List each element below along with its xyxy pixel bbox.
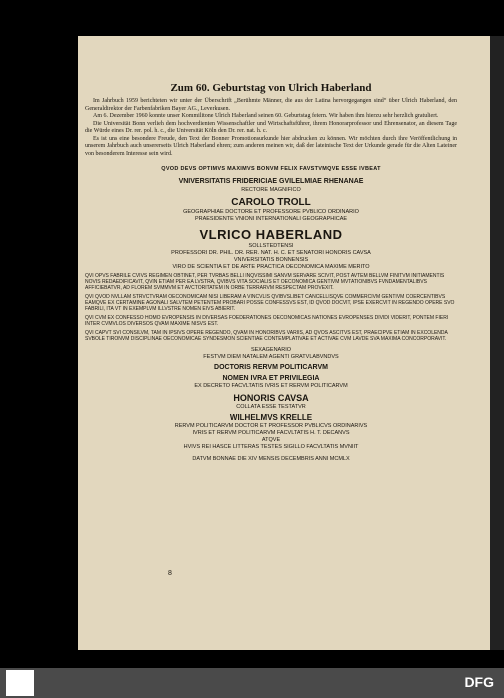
cert-clause: QVI CVM EX CONFESSO HOMO EVROPENSIS IN DIVERSAS FOEDERATIONES OECONOMICAS NATIONES EVROPENSES DIVIDI VIDERIT, PONTEM FIERI INTER CVMVLOS DIVERSOS QVAM MAXIME NISVS EST.: [85, 315, 449, 327]
paragraph: Es ist uns eine besondere Freude, den Text der Bonner Promotionsurkunde hier abdrucken zu können. Wir möchten durch ihre Veröffentlichung in unserem Jahrbuch auch unsererseits Ulrich Haberland ehren; zum anderen meinen wir, daß der lateinische Text der Urkunde gerade für die Alten Lateiner von besonderem Interesse sein wird.: [85, 135, 457, 157]
cert-clause: QVI OPVS FABRILE CVIVS REGIMEN OBTINET, PER TVRBAS BELLI INQVISSIMI SANVM SERVARE SCIVIT, POST AVTEM BELLVM FINITVM INITIAMENTIS NOVIS REDAEDIFICAVIT, QVIN ETIAM PER EA LVSTRA, QVIBVS VITA SOCIALIS ET OECONOMICA GENTIVM MVTATIONIBVS FVNDAMENTALIBVS AFFICIEBATVR, AD FLOREM SVMMVM ET AVCTORITATEM IN ORBE TERRARVM RESPECTAM PROVEXIT.: [85, 273, 445, 291]
cert-dean-faculty: IVRIS ET RERVM POLITICARVM FACVLTATIS H. T. DECANVS: [192, 430, 350, 436]
cert-origin: SOLLSTEDTENSI: [248, 243, 294, 249]
page-title: Zum 60. Geburtstag von Ulrich Haberland: [170, 82, 372, 94]
cert-sexagenario: SEXAGENARIO: [250, 347, 292, 353]
dfg-logo: DFG: [464, 674, 494, 690]
cert-festum: FESTVM DIEM NATALEM AGENTI GRATVLABVNDVS: [203, 354, 339, 360]
cert-rector-title: PRAESIDENTE VNIONI INTERNATIONALI GEOGRAPHICAE: [194, 216, 348, 222]
cert-rector-label: RECTORE MAGNIFICO: [241, 187, 301, 193]
cert-clause: QVI CAPVT SVI CONSILVM, TAM IN IPSIVS OPERE REGENDO, QVAM IN HONORIBVS VARIIS, AD QVOS ASCITVS EST, PRAECIPVE ETIAM IN EXCOLENDA SVBOLE TIRONVM DISCIPLINAE OECONOMICAE SYNDESMON SCIENTIAE CONTEMPLATIVAE ET ACTIVAE CVM LAVDE SVA MAXIMA CONCORPORAVIT.: [85, 330, 448, 342]
cert-honoris: HONORIS CAVSA: [233, 393, 309, 403]
cert-rector-name: CAROLO TROLL: [231, 197, 311, 208]
cert-dean-title: RERVM POLITICARVM DOCTOR ET PROFESSOR PVBLICVS ORDINARIVS: [174, 423, 368, 429]
cert-atque: ATQVE: [261, 437, 281, 443]
cert-merit: VIRO DE SCIENTIA ET DE ARTE PRACTICA OECONOMICA MAXIME MERITO: [172, 264, 370, 270]
cert-invocation: QVOD DEVS OPTIMVS MAXIMVS BONVM FELIX FAVSTVMQVE ESSE IVBEAT: [161, 166, 381, 172]
page-content: [85, 50, 457, 462]
paragraph: Die Universität Bonn verlieh dem hochverdienten Wissenschaftler und Wirtschaftsführer, ihrem Honorarprofessor und Ehrensenator, an diesem Tage die Würde eines Dr. rer. pol. h. c., die Universität Köln den Dr. rer. nat. h. c.: [85, 120, 457, 134]
cert-testatur: COLLATA ESSE TESTATVR: [236, 404, 306, 410]
intro-text: [85, 98, 457, 158]
certificate: [85, 166, 457, 462]
paragraph: Im Jahrbuch 1959 berichteten wir unter der Überschrift „Berühmte Männer, die aus der Latina hervorgegangen sind“ über Ulrich Haberland, den Generaldirektor der Farbenfabriken Bayer AG., Leverkusen.: [85, 98, 457, 112]
cert-decree: EX DECRETO FACVLTATIS IVRIS ET RERVM POLITICARVM: [194, 383, 348, 389]
cert-university-bonn: VNIVERSITATIS BONNENSIS: [233, 257, 309, 263]
footer-bar: [0, 668, 504, 698]
cert-rights: NOMEN IVRA ET PRIVILEGIA: [222, 375, 320, 382]
page-edge: [490, 36, 504, 650]
cert-dean-name: WILHELMVS KRELLE: [229, 413, 313, 422]
cert-clause: QVI QVOD NVLLAM STRVCTVRAM OECONOMICAM NISI LIBERAM A VINCVLIS QVIBVSLIBET CANCELLISQVE COMMERCIVM GENTIVM COERCENTIBVS EAMQVE EX CERTAMINE AGONALI SALVTEM PETENTEM PROBARI POSSE CONFESSVS EST, ID QVOD DOCVIT, IPSE EXERCVIT IN REGENDO OPERE SVO FABRILI, ITA VT IN EXEMPLVM ILLVSTRE NOMEN EIVS ABIERIT.: [85, 294, 455, 312]
page-number: 8: [168, 570, 172, 577]
cert-date: DATVM BONNAE DIE XIV MENSIS DECEMBRIS ANNI MCMLX: [192, 456, 350, 462]
cert-university: VNIVERSITATIS FRIDERICIAE GVILELMIAE RHENANAE: [178, 178, 364, 185]
cert-honoree-title: PROFESSORI DR. PHIL. DR. RER. NAT. H. C. ET SENATORI HONORIS CAVSA: [171, 250, 371, 256]
cert-seal: HVIVS REI HASCE LITTERAS TESTES SIGILLO FACVLTATIS MVNIIT: [183, 444, 359, 450]
cert-rector-title: GEOGRAPHIAE DOCTORE ET PROFESSORE PVBLICO ORDINARIO: [183, 209, 359, 215]
library-logo-icon: [6, 670, 34, 696]
cert-degree: DOCTORIS RERVM POLITICARVM: [214, 364, 328, 371]
paragraph: Am 6. Dezember 1960 konnte unser Kommilitone Ulrich Haberland seinen 60. Geburtstag feiern. Wir haben ihm hierzu sehr herzlich gratuliert.: [93, 113, 439, 119]
cert-honoree-name: VLRICO HABERLAND: [199, 227, 343, 242]
